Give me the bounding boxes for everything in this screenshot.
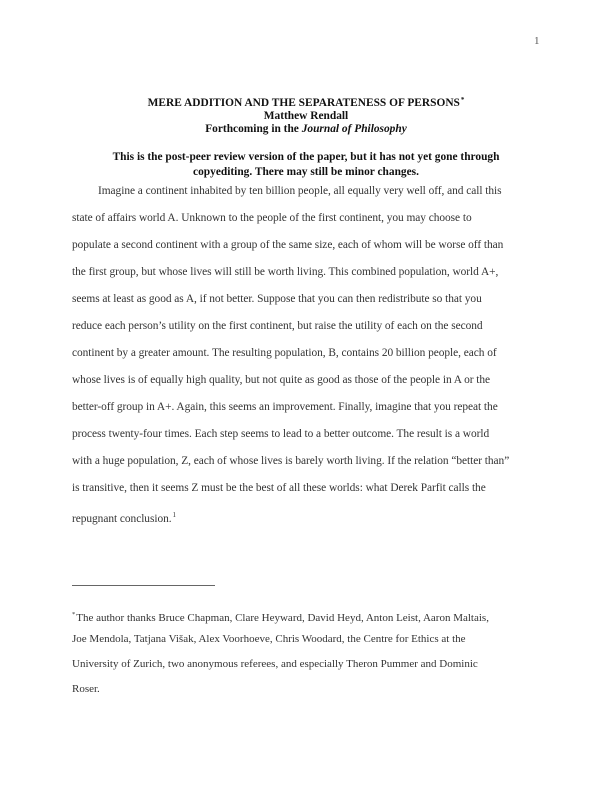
body-line: is transitive, then it seems Z must be the best of all these worlds: what Derek Parfit calls the	[72, 482, 486, 494]
page-number: 1	[534, 35, 540, 47]
body-line: with a huge population, Z, each of whose lives is barely worth living. If the relation “better than”	[72, 455, 510, 467]
footnote-separator	[72, 585, 215, 586]
footnote-line	[72, 602, 489, 627]
body-line-text: repugnant conclusion.	[72, 513, 172, 525]
author-name: Matthew Rendall	[263, 110, 349, 122]
body-line: continent by a greater amount. The resulting population, B, contains 20 billion people, each of	[72, 347, 497, 359]
footnote-line: Joe Mendola, Tatjana Višak, Alex Voorhoeve, Chris Woodard, the Centre for Ethics at the	[72, 633, 466, 645]
venue-prefix: Forthcoming in the	[205, 123, 302, 135]
body-line: whose lives is of equally high quality, but not quite as good as those of the people in A or the	[72, 374, 491, 386]
footnote-text: The author thanks Bruce Chapman, Clare Heyward, David Heyd, Anton Leist, Aaron Maltais,	[76, 612, 489, 624]
journal-name: Journal of Philosophy	[301, 123, 407, 135]
version-note-line: copyediting. There may still be minor changes.	[193, 166, 419, 178]
paper-title	[0, 94, 612, 110]
body-line: reduce each person’s utility on the first continent, but raise the utility of each on the second	[72, 320, 483, 332]
version-note-line: This is the post-peer review version of the paper, but it has not yet gone through	[112, 151, 500, 163]
body-line: populate a second continent with a group of the same size, each of whom will be worse off than	[72, 239, 504, 251]
paper-title-text: MERE ADDITION AND THE SEPARATENESS OF PERSONS	[147, 97, 460, 109]
body-line: state of affairs world A. Unknown to the people of the first continent, you may choose to	[72, 212, 472, 224]
paper-header	[0, 94, 612, 136]
body-line: better-off group in A+. Again, this seems an improvement. Finally, imagine that you repeat the	[72, 401, 498, 413]
body-line-last	[72, 502, 176, 529]
footnote-line: University of Zurich, two anonymous referees, and especially Theron Pummer and Dominic	[72, 658, 478, 670]
publication-venue	[0, 123, 612, 136]
body-line: the first group, but whose lives will still be worth living. This combined population, world A+,	[72, 266, 499, 278]
title-footnote-mark: *	[460, 96, 465, 104]
body-line: seems at least as good as A, if not better. Suppose that you can then redistribute so that you	[72, 293, 482, 305]
body-line: process twenty-four times. Each step seems to lead to a better outcome. The result is a world	[72, 428, 490, 440]
body-line: Imagine a continent inhabited by ten billion people, all equally very well off, and call this	[98, 185, 502, 197]
footnote-ref-1: 1	[172, 511, 176, 519]
version-note	[0, 150, 612, 180]
footnote-mark: *	[72, 611, 76, 618]
footnote-line: Roser.	[72, 683, 100, 695]
